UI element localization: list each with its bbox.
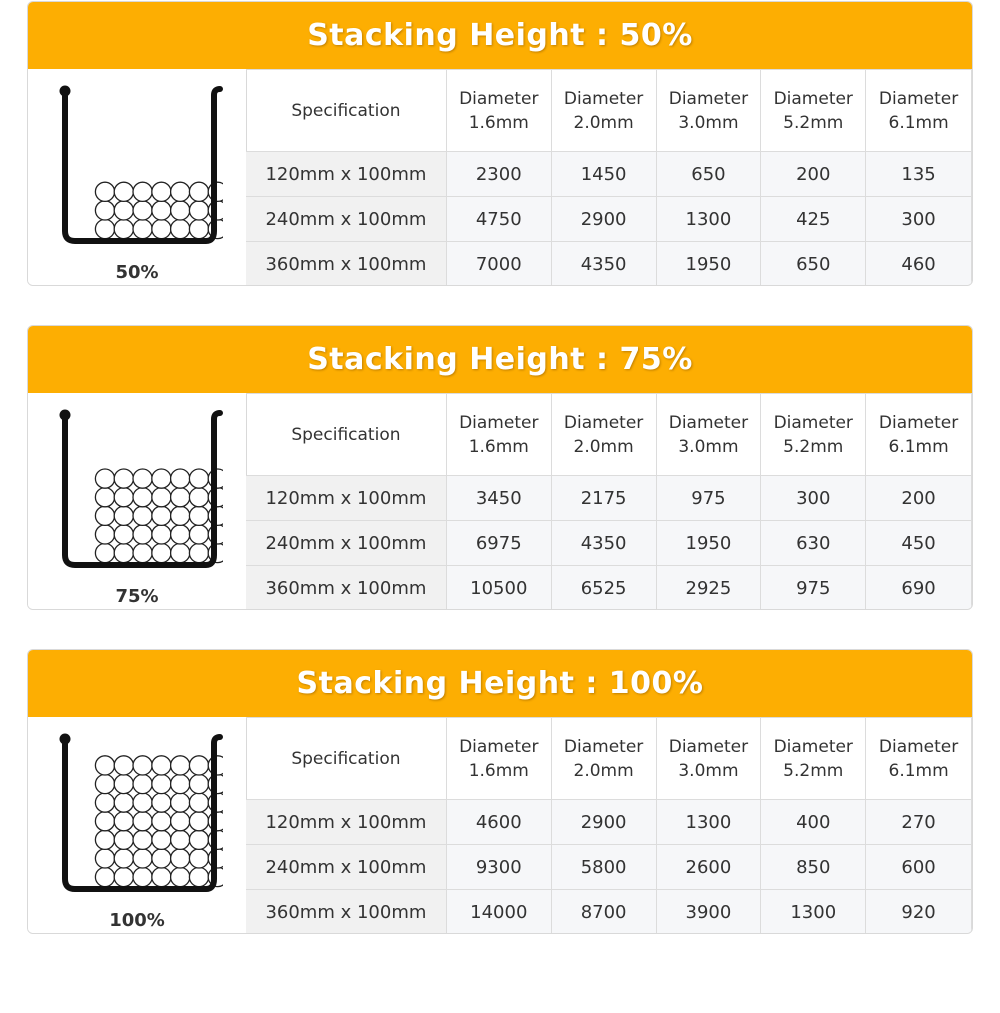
quantity-cell: 1450 — [551, 152, 656, 197]
container-lip-shape — [60, 734, 71, 745]
table-row — [246, 845, 972, 890]
ball-shape — [95, 469, 114, 488]
diameter-header-size: 3.0mm — [678, 760, 739, 781]
diameter-header-label: Diameter — [668, 88, 749, 109]
ball-shape — [152, 201, 171, 220]
table-row — [246, 476, 972, 521]
quantity-table — [246, 717, 972, 934]
diameter-header-size: 1.6mm — [468, 436, 529, 457]
quantity-cell: 7000 — [446, 242, 551, 287]
ball-shape — [133, 506, 152, 525]
diameter-header-label: Diameter — [668, 412, 749, 433]
diameter-header — [866, 718, 972, 800]
diameter-header-size: 3.0mm — [678, 112, 739, 133]
ball-shape — [114, 543, 133, 562]
quantity-cell: 200 — [761, 152, 866, 197]
ball-shape — [114, 756, 133, 775]
ball-shape — [171, 793, 190, 812]
diameter-header-label: Diameter — [773, 736, 853, 757]
quantity-cell: 600 — [866, 845, 972, 890]
ball-shape — [171, 201, 190, 220]
quantity-cell: 2175 — [551, 476, 656, 521]
ball-shape — [171, 525, 190, 544]
ball-shape — [189, 793, 208, 812]
panel-title: Stacking Height : 50% — [28, 2, 972, 69]
ball-shape — [171, 543, 190, 562]
ball-shape — [114, 867, 133, 886]
quantity-cell: 4750 — [446, 197, 551, 242]
ball-shape — [171, 774, 190, 793]
ball-shape — [95, 488, 114, 507]
quantity-cell: 2900 — [551, 197, 656, 242]
fill-percentage-label: 100% — [109, 910, 165, 931]
quantity-cell: 6525 — [551, 566, 656, 611]
quantity-cell: 975 — [656, 476, 761, 521]
ball-shape — [152, 812, 171, 831]
ball-shape — [95, 201, 114, 220]
ball-shape — [133, 830, 152, 849]
ball-shape — [114, 469, 133, 488]
diameter-header-label: Diameter — [563, 412, 644, 433]
diameter-header — [866, 394, 972, 476]
diameter-header — [551, 394, 656, 476]
quantity-cell: 630 — [761, 521, 866, 566]
ball-shape — [189, 525, 208, 544]
ball-shape — [114, 830, 133, 849]
ball-shape — [189, 488, 208, 507]
ball-shape — [189, 543, 208, 562]
diameter-header — [446, 718, 551, 800]
quantity-cell: 690 — [866, 566, 972, 611]
diameter-header-label: Diameter — [668, 736, 749, 757]
ball-shape — [95, 867, 114, 886]
diameter-header-size: 3.0mm — [678, 436, 739, 457]
quantity-cell: 8700 — [551, 890, 656, 935]
ball-shape — [114, 793, 133, 812]
ball-shape — [189, 812, 208, 831]
quantity-cell: 5800 — [551, 845, 656, 890]
ball-shape — [189, 469, 208, 488]
ball-shape — [152, 830, 171, 849]
ball-shape — [152, 756, 171, 775]
ball-shape — [95, 525, 114, 544]
ball-shape — [171, 849, 190, 868]
quantity-cell: 2925 — [656, 566, 761, 611]
ball-shape — [152, 488, 171, 507]
quantity-cell: 2900 — [551, 800, 656, 845]
diameter-header — [446, 394, 551, 476]
table-row — [246, 566, 972, 611]
ball-shape — [133, 201, 152, 220]
quantity-cell: 270 — [866, 800, 972, 845]
diameter-header-label: Diameter — [878, 88, 959, 109]
container-icon — [58, 729, 223, 899]
quantity-cell: 1300 — [761, 890, 866, 935]
diameter-header-label: Diameter — [878, 736, 959, 757]
ball-shape — [152, 867, 171, 886]
quantity-cell: 135 — [866, 152, 972, 197]
diameter-header-size: 6.1mm — [888, 112, 949, 133]
container-illustration — [28, 393, 247, 609]
quantity-cell: 4350 — [551, 521, 656, 566]
diameter-header-size: 6.1mm — [888, 436, 949, 457]
quantity-cell: 4350 — [551, 242, 656, 287]
quantity-cell: 10500 — [446, 566, 551, 611]
panel-title: Stacking Height : 100% — [28, 650, 972, 717]
table-header-row — [246, 718, 972, 800]
quantity-cell: 920 — [866, 890, 972, 935]
fill-percentage-label: 75% — [115, 586, 159, 607]
ball-shape — [133, 488, 152, 507]
ball-shape — [171, 830, 190, 849]
stacking-panel-50 — [27, 1, 973, 286]
quantity-cell: 650 — [656, 152, 761, 197]
diameter-header — [656, 718, 761, 800]
diameter-header — [446, 70, 551, 152]
quantity-cell: 3450 — [446, 476, 551, 521]
quantity-cell: 400 — [761, 800, 866, 845]
quantity-cell: 650 — [761, 242, 866, 287]
diameter-header-label: Diameter — [563, 88, 644, 109]
quantity-cell: 2300 — [446, 152, 551, 197]
diameter-header-label: Diameter — [878, 412, 959, 433]
diameter-header — [761, 394, 866, 476]
table-row — [246, 800, 972, 845]
diameter-header-label: Diameter — [563, 736, 644, 757]
ball-shape — [95, 812, 114, 831]
ball-shape — [189, 506, 208, 525]
diameter-header — [656, 394, 761, 476]
container-lip-shape — [60, 410, 71, 421]
panel-body — [28, 69, 972, 285]
panel-title: Stacking Height : 75% — [28, 326, 972, 393]
panel-body — [28, 393, 972, 609]
ball-shape — [114, 849, 133, 868]
ball-shape — [189, 182, 208, 201]
ball-shape — [171, 219, 190, 238]
ball-shape — [114, 201, 133, 220]
quantity-cell: 450 — [866, 521, 972, 566]
diameter-header — [551, 70, 656, 152]
diameter-header-size: 2.0mm — [573, 436, 634, 457]
ball-shape — [114, 182, 133, 201]
quantity-table — [246, 393, 972, 610]
ball-shape — [152, 543, 171, 562]
ball-shape — [152, 793, 171, 812]
table-row — [246, 152, 972, 197]
diameter-header — [761, 70, 866, 152]
ball-shape — [152, 182, 171, 201]
diameter-header-label: Diameter — [773, 412, 853, 433]
quantity-cell: 2600 — [656, 845, 761, 890]
ball-shape — [189, 849, 208, 868]
specification-cell: 360mm x 100mm — [246, 242, 446, 287]
quantity-cell: 3900 — [656, 890, 761, 935]
ball-shape — [133, 867, 152, 886]
ball-shape — [189, 774, 208, 793]
ball-shape — [133, 756, 152, 775]
ball-shape — [189, 830, 208, 849]
quantity-cell: 1300 — [656, 800, 761, 845]
ball-shape — [152, 849, 171, 868]
container-illustration — [28, 717, 247, 933]
ball-shape — [189, 756, 208, 775]
table-row — [246, 242, 972, 287]
specification-cell: 120mm x 100mm — [246, 152, 446, 197]
ball-shape — [114, 219, 133, 238]
quantity-cell: 460 — [866, 242, 972, 287]
container-illustration — [28, 69, 247, 285]
specification-header: Specification — [246, 718, 446, 800]
specification-cell: 360mm x 100mm — [246, 890, 446, 935]
diameter-header-size: 2.0mm — [573, 112, 634, 133]
quantity-cell: 200 — [866, 476, 972, 521]
diameter-header-size: 6.1mm — [888, 760, 949, 781]
diameter-header-label: Diameter — [459, 736, 539, 757]
ball-shape — [114, 506, 133, 525]
ball-shape — [171, 488, 190, 507]
quantity-cell: 14000 — [446, 890, 551, 935]
diameter-header-label: Diameter — [773, 88, 853, 109]
diameter-header-size: 1.6mm — [468, 112, 529, 133]
quantity-cell: 4600 — [446, 800, 551, 845]
ball-shape — [189, 201, 208, 220]
ball-shape — [133, 774, 152, 793]
ball-shape — [114, 774, 133, 793]
diameter-header-size: 5.2mm — [783, 436, 844, 457]
quantity-cell: 9300 — [446, 845, 551, 890]
specification-header: Specification — [246, 70, 446, 152]
diameter-header-size: 5.2mm — [783, 760, 844, 781]
ball-shape — [133, 812, 152, 831]
diameter-header-size: 5.2mm — [783, 112, 844, 133]
ball-shape — [133, 543, 152, 562]
ball-shape — [152, 469, 171, 488]
container-icon — [58, 405, 223, 575]
diameter-header — [551, 718, 656, 800]
ball-shape — [95, 506, 114, 525]
ball-shape — [133, 849, 152, 868]
ball-shape — [95, 756, 114, 775]
panel-body — [28, 717, 972, 933]
quantity-table — [246, 69, 972, 286]
ball-shape — [133, 182, 152, 201]
ball-shape — [171, 812, 190, 831]
table-row — [246, 521, 972, 566]
ball-shape — [171, 182, 190, 201]
ball-shape — [114, 488, 133, 507]
ball-shape — [133, 219, 152, 238]
ball-shape — [95, 830, 114, 849]
quantity-cell: 1300 — [656, 197, 761, 242]
table-header-row — [246, 394, 972, 476]
specification-header: Specification — [246, 394, 446, 476]
ball-shape — [95, 543, 114, 562]
ball-shape — [189, 219, 208, 238]
ball-shape — [95, 182, 114, 201]
quantity-cell: 1950 — [656, 521, 761, 566]
quantity-cell: 300 — [761, 476, 866, 521]
ball-shape — [95, 793, 114, 812]
table-row — [246, 890, 972, 935]
specification-cell: 240mm x 100mm — [246, 521, 446, 566]
diameter-header — [656, 70, 761, 152]
ball-shape — [152, 506, 171, 525]
ball-shape — [171, 867, 190, 886]
ball-shape — [171, 506, 190, 525]
ball-shape — [133, 793, 152, 812]
ball-shape — [95, 219, 114, 238]
ball-shape — [171, 756, 190, 775]
table-row — [246, 197, 972, 242]
ball-shape — [189, 867, 208, 886]
container-lip-shape — [60, 86, 71, 97]
diameter-header-size: 2.0mm — [573, 760, 634, 781]
container-icon — [58, 81, 223, 251]
quantity-cell: 300 — [866, 197, 972, 242]
ball-shape — [95, 774, 114, 793]
specification-cell: 120mm x 100mm — [246, 476, 446, 521]
ball-shape — [152, 525, 171, 544]
ball-shape — [133, 525, 152, 544]
diameter-header — [866, 70, 972, 152]
specification-cell: 240mm x 100mm — [246, 197, 446, 242]
ball-shape — [114, 812, 133, 831]
diameter-header-label: Diameter — [459, 88, 539, 109]
ball-shape — [114, 525, 133, 544]
ball-shape — [152, 219, 171, 238]
stacking-panel-100 — [27, 649, 973, 934]
ball-shape — [133, 469, 152, 488]
fill-percentage-label: 50% — [115, 262, 159, 283]
stacking-panel-75 — [27, 325, 973, 610]
table-header-row — [246, 70, 972, 152]
diameter-header-size: 1.6mm — [468, 760, 529, 781]
specification-cell: 240mm x 100mm — [246, 845, 446, 890]
specification-cell: 120mm x 100mm — [246, 800, 446, 845]
quantity-cell: 1950 — [656, 242, 761, 287]
ball-shape — [95, 849, 114, 868]
quantity-cell: 975 — [761, 566, 866, 611]
diameter-header — [761, 718, 866, 800]
ball-shape — [152, 774, 171, 793]
quantity-cell: 850 — [761, 845, 866, 890]
ball-shape — [171, 469, 190, 488]
quantity-cell: 6975 — [446, 521, 551, 566]
diameter-header-label: Diameter — [459, 412, 539, 433]
quantity-cell: 425 — [761, 197, 866, 242]
specification-cell: 360mm x 100mm — [246, 566, 446, 611]
